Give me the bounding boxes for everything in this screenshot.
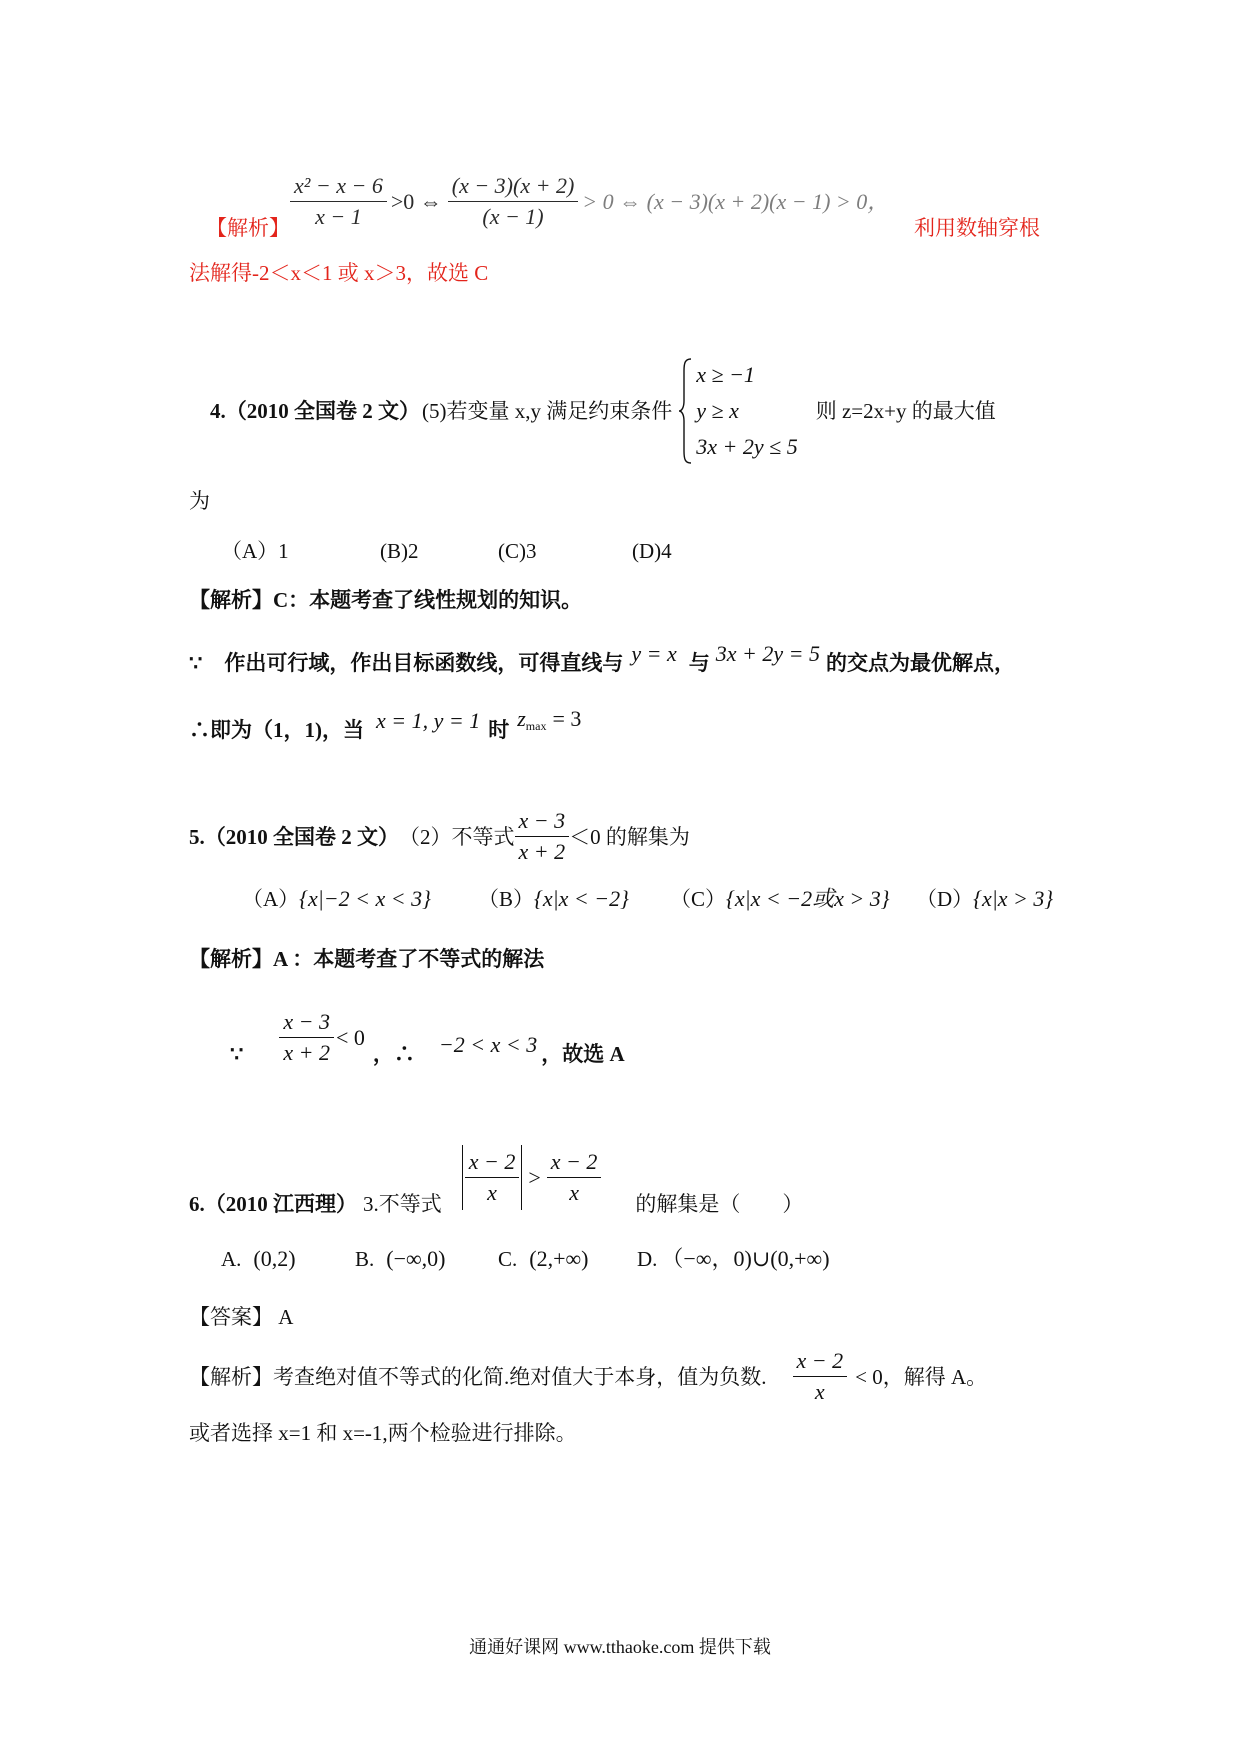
q5-option-c — [670, 883, 890, 915]
q4-stem-tail: 则 z=2x+y 的最大值 — [815, 399, 996, 423]
option-label: （A） — [242, 887, 300, 911]
option-value: (0,2) — [253, 1246, 296, 1271]
q6-inequality — [462, 1145, 602, 1210]
q6-option-d — [637, 1243, 830, 1275]
option-label: （C） — [670, 887, 727, 911]
page-footer: 通通好课网 www.tthaoke.com 提供下载 — [469, 1637, 771, 1657]
option-label: A. — [221, 1247, 242, 1271]
q5-analysis: 【解析】A ：本题考查了不等式的解法 — [189, 947, 545, 971]
q4-option-a: （A）1 — [221, 539, 289, 563]
q4-stem-line — [210, 357, 996, 465]
fraction-numerator: x − 2 — [796, 1348, 844, 1373]
q6-analysis-text: 【解析】考查绝对值不等式的化简.绝对值大于本身，值为负数. — [189, 1364, 767, 1389]
q6-option-b — [355, 1243, 446, 1275]
q4-reason-text: 的交点为最优解点， — [825, 651, 1015, 675]
option-value: (2,+∞) — [529, 1246, 589, 1271]
q6-abs-fraction — [465, 1147, 520, 1208]
q4-option-c: (C)3 — [498, 539, 537, 563]
prev-fraction-1 — [290, 171, 387, 232]
q5-stem-tail: ＜0 的解集为 — [569, 824, 690, 849]
q4-constraint-system — [678, 357, 797, 465]
option-value: (−∞,0) — [386, 1246, 446, 1271]
q4-reason-line — [189, 641, 1015, 677]
fraction-denominator: x + 2 — [515, 836, 570, 867]
fraction-numerator: x² − x − 6 — [294, 173, 383, 198]
q4-number: 4.（2010 全国卷 2 文） — [210, 399, 420, 423]
q6-option-a — [221, 1243, 296, 1275]
q4-conclusion-text: ∴即为（1，1)，当 — [189, 717, 364, 742]
option-set: {x|−2 < x < 3} — [299, 886, 431, 911]
q4-condition: x = 1, y = 1 — [376, 707, 481, 733]
q4-option-b: (B)2 — [380, 539, 419, 563]
option-label: B. — [355, 1247, 375, 1271]
prev-analysis-tail: 利用数轴穿根 — [914, 216, 1040, 240]
because-symbol: ∵ — [230, 1042, 244, 1066]
q6-analysis-tail: < 0，解得 A。 — [855, 1364, 988, 1389]
option-set: {x|x > 3} — [973, 886, 1054, 911]
q6-fraction — [547, 1147, 602, 1208]
q4-reason-text: 与 — [688, 651, 710, 675]
prev-formula — [290, 171, 889, 232]
q4-reason-text: 作出可行域，作出目标函数线，可得直线与 — [224, 651, 624, 675]
q6-analysis-line — [189, 1346, 987, 1407]
option-set: {x|x < −2} — [534, 886, 629, 911]
q6-stem-line — [189, 1136, 803, 1218]
prev-equivalence-1: >0 ⇔ — [390, 188, 442, 214]
q4-option-d: (D)4 — [632, 539, 672, 563]
fraction-denominator: x — [547, 1177, 602, 1208]
q6-analysis-fraction — [793, 1346, 848, 1407]
q6-option-c — [498, 1243, 589, 1275]
option-value: （−∞，0)∪(0,+∞) — [661, 1246, 830, 1271]
fraction-numerator: x − 2 — [468, 1149, 516, 1174]
fraction-denominator: x − 1 — [290, 201, 387, 232]
q4-z-max — [517, 705, 581, 736]
z-subscript: max — [525, 719, 547, 733]
q4-constraint: x ≥ −1 — [696, 362, 755, 387]
q5-reason-inequality — [279, 1007, 365, 1068]
because-symbol: ∵ — [189, 651, 203, 675]
q5-choice: ，故选 A — [541, 1042, 625, 1066]
fraction-denominator: x — [793, 1376, 848, 1407]
q5-reason-line — [230, 994, 625, 1068]
option-label: D. — [637, 1247, 658, 1271]
q4-constraint: 3x + 2y ≤ 5 — [696, 434, 798, 459]
q5-fraction — [515, 806, 570, 867]
therefore-symbol: ，∴ — [372, 1042, 415, 1066]
q4-analysis: 【解析】C：本题考查了线性规划的知识。 — [189, 588, 583, 612]
q4-stem-continuation: 为 — [189, 489, 210, 513]
q4-line-equation: y = x — [631, 641, 677, 666]
q6-number: 6.（2010 江西理） — [189, 1192, 357, 1216]
q4-stem: (5)若变量 x,y 满足约束条件 — [422, 399, 673, 423]
q4-line-equation: 3x + 2y = 5 — [715, 641, 820, 666]
q5-number: 5.（2010 全国卷 2 文） — [189, 824, 399, 849]
prev-analysis-conclusion: 法解得-2＜x＜1 或 x＞3，故选 C — [189, 261, 489, 285]
fraction-denominator: x + 2 — [279, 1037, 334, 1068]
q5-option-b — [478, 883, 629, 915]
q5-option-d — [916, 883, 1053, 915]
fraction-numerator: (x − 3)(x + 2) — [451, 173, 575, 198]
q5-option-a — [242, 883, 431, 915]
option-label: C. — [498, 1247, 518, 1271]
q6-stem-tail: 的解集是（ ） — [635, 1192, 804, 1216]
q6-alternative-method: 或者选择 x=1 和 x=-1,两个检验进行排除。 — [189, 1421, 577, 1445]
fraction-numerator: x − 2 — [550, 1149, 598, 1174]
fraction-denominator: (x − 1) — [448, 201, 579, 232]
q4-conclusion-line — [189, 706, 582, 745]
left-brace-icon — [678, 357, 692, 465]
q6-answer: 【答案】 A — [189, 1305, 294, 1329]
fraction-denominator: x — [465, 1177, 520, 1208]
option-set: {x|x < −2或x > 3} — [726, 886, 890, 911]
fraction-numerator: x − 3 — [518, 808, 566, 833]
q4-conclusion-text: 时 — [488, 717, 510, 742]
option-label: （B） — [478, 887, 535, 911]
q5-result: −2 < x < 3 — [438, 1032, 538, 1057]
greater-than-operator: > — [528, 1164, 541, 1190]
prev-analysis-label: 【解析】 — [206, 216, 290, 240]
q6-stem: 3.不等式 — [363, 1192, 442, 1216]
q5-reason-fraction — [279, 1007, 334, 1068]
prev-equivalence-2: > 0 ⇔ (x − 3)(x + 2)(x − 1) > 0， — [582, 188, 890, 214]
inequality-operator: < 0 — [336, 1024, 365, 1050]
q5-stem-line — [189, 806, 690, 867]
q4-constraint: y ≥ x — [696, 398, 739, 423]
z-value: = 3 — [552, 706, 582, 731]
absolute-value — [462, 1145, 523, 1210]
z-variable: z — [517, 706, 526, 731]
option-label: （D） — [916, 887, 974, 911]
q5-stem: （2）不等式 — [399, 824, 515, 849]
q4-constraint-list — [696, 357, 797, 465]
fraction-numerator: x − 3 — [283, 1009, 330, 1034]
prev-fraction-2 — [448, 171, 579, 232]
